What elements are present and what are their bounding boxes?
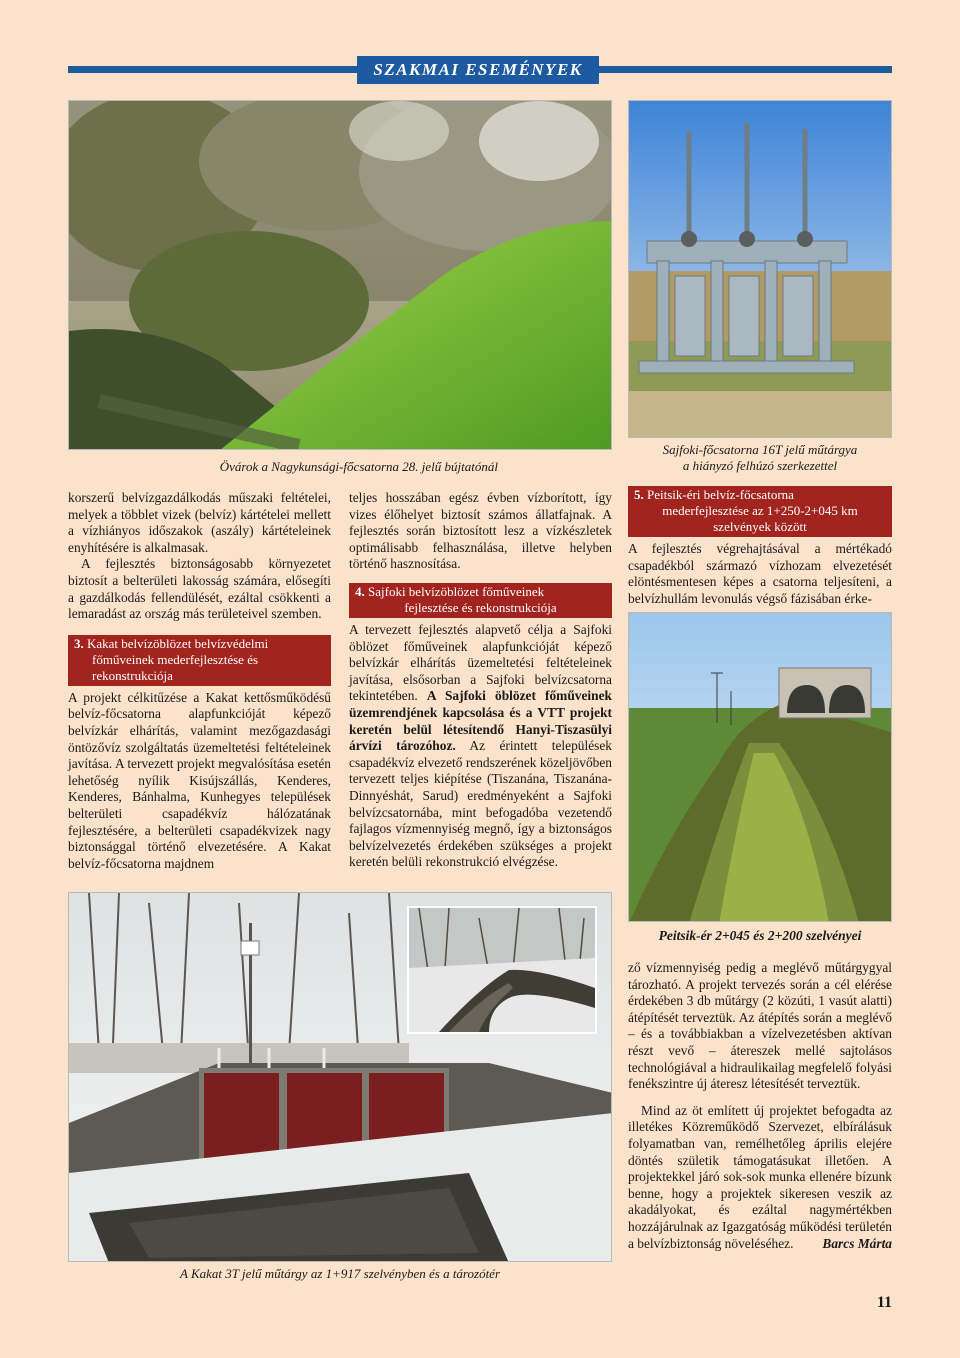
photo-ditch-caption: Övárok a Nagykunsági-főcsatorna 28. jelű bújtatónál xyxy=(219,459,498,474)
paragraph: A fejlesztés végrehajtásával a mértékadó csapadékból származó vízhozam elvezetését elöntésmentesen képes a csatorna teljesíteni, a belvízhullám levonulás végső fázisában érke- xyxy=(628,541,892,606)
caption-line: a hiányzó felhúzó szerkezettel xyxy=(682,458,838,473)
author: Barcs Márta xyxy=(822,1236,892,1252)
photo-kakat-reservoir-inset xyxy=(407,906,597,1034)
section-heading-3 xyxy=(68,635,331,686)
heading-number: 4. xyxy=(355,583,365,599)
paragraph: korszerű belvízgazdálkodás műszaki feltételei, melyek a többlet vizek (belvíz) kártételei mellett a vízhiányos időszakok (aszály) kártételeinek enyhítésére is alkalmasak. xyxy=(68,490,331,555)
column-1 xyxy=(68,490,331,872)
caption-line: Sajfoki-főcsatorna 16T jelű műtárgya xyxy=(662,442,858,457)
paragraph: A projekt célkitűzése a Kakat kettősműködésű belvíz-főcsatorna alapfunkcióját képező belvízkár elhárítás, valamint mezőgazdasági öntözővíz szolgáltatás üzemeltetési feltételeinek javítása. A tervezett projekt megvalósítása esetén lehetőség nyílik Kisújszállás, Kenderes, Kenderes, Bánhalma, Kunhegyes települések belterületi csapadékvíz hálózatának fejlesztésére, a belterületi csapadékvizek nagy biztonsággal történő elvezetésére. A Kakat belvíz-főcsatorna majdnem xyxy=(68,689,331,871)
column-2 xyxy=(349,490,612,871)
heading-text: szelvények között xyxy=(713,519,807,534)
column-3 xyxy=(628,483,892,607)
paragraph xyxy=(349,622,612,871)
header-rule-right xyxy=(599,66,892,73)
paragraph-part: Az érintett települések csapadékvíz elvezető rendszerének közeljövőben tervezett teljes kiépítése (Tiszanána, Tiszanána-Dinnyéshát, Sarud) eredményeként a Sajfoki belvízcsatornába, mint befogadóba vezetendő fajlagos vízmennyiség megnő, így a biztonságos belvízelvezetés érdekében szükséges a projekt keretén belüli rekonstrukció elvégzése. xyxy=(349,738,612,870)
heading-text: mederfejlesztése az 1+250-2+045 km xyxy=(662,503,858,518)
heading-number: 3. xyxy=(74,635,84,651)
page-number: 11 xyxy=(876,1294,892,1311)
paragraph: ző vízmennyiség pedig a meglévő műtárgygyal tározható. A projekt tervezés során a cél elérése érdekében 3 db műtárgy (2 közúti, 1 vasút alatti) átépítését terveztük. Az átépítés során a meglévő – és a továbbiakban a vízelvezetésben aktívan részt vevő – átereszek mellé sajtolásos technológiával a hidraulikailag megfelelő folyási fenékszintre új áteresz létesítését terveztük. xyxy=(628,960,892,1092)
heading-text: fejlesztése és rekonstrukciója xyxy=(404,599,557,615)
photo-canal-culvert xyxy=(628,612,892,922)
heading-text: főműveinek mederfejlesztése és xyxy=(92,651,259,667)
photo-ditch-grass xyxy=(68,100,612,450)
paragraph-part: A tervezett fejlesztés alapvető célja a Sajfoki öblözet főműveinek alapfunkcióját képező belvízkár elhárítás üzemeltetési feltételeinek javítása, elsősorban a Sajfoki belvízcsatorna tekintetében. xyxy=(349,621,612,704)
column-3-continued xyxy=(628,960,892,1253)
photo-canal-caption: Peitsik-ér 2+045 és 2+200 szelvényei xyxy=(658,928,862,943)
section-heading-4 xyxy=(349,583,612,618)
heading-text: Sajfoki belvízöblözet főműveinek xyxy=(368,583,545,599)
heading-text: Kakat belvízöblözet belvízvédelmi xyxy=(87,635,269,651)
section-heading-5 xyxy=(628,486,892,537)
paragraph: Mind az öt említett új projektet befogadta az illetékes Közreműködő Szervezet, elbírálásuk folyamatban van, remélhetőleg április elejére döntés születik támogatásukat illetően. A projektekkel járó sok-sok munka ellenére bízunk benne, hogy a projektek sikeresen veszik az akadályokat, és ezáltal nagymértékben hozzájárulnak az Igazgatóság működési területén a belvízbiztonság növeléséhez. xyxy=(628,1102,892,1251)
heading-text: Peitsik-éri belvíz-főcsatorna xyxy=(647,487,794,502)
paragraph-bold-part: A Sajfoki öblözet főműveinek üzemrendjének kapcsolása és a VTT projekt keretén belül létesítendő Hanyi-Tiszasülyi árvízi tározóhoz. xyxy=(349,688,612,754)
header-rule-left xyxy=(68,66,357,73)
photo-sluice-caption xyxy=(628,442,892,474)
paragraph: teljes hosszában egész évben vízborított, így vizes élőhelyet biztosít számos állatfajnak. A fejlesztés során biztosított lesz a vízkészletek optimálisabb felhasználása, illetve helyben történő hasznosítása. xyxy=(349,490,612,572)
heading-number: 5. xyxy=(634,487,644,502)
section-title: SZAKMAI ESEMÉNYEK xyxy=(357,56,599,84)
photo-sluice-structure xyxy=(628,100,892,438)
paragraph: A fejlesztés biztonságosabb környezetet biztosít a belterületi lakosság számára, elősegíti a gazdálkodás fellendülését, ezáltal csökkenti a lemaradást az ország más területeivel szemben. xyxy=(68,556,331,622)
photo-kakat-caption: A Kakat 3T jelű műtárgy az 1+917 szelvényben és a tározótér xyxy=(179,1266,501,1281)
heading-text: rekonstrukciója xyxy=(92,667,173,683)
